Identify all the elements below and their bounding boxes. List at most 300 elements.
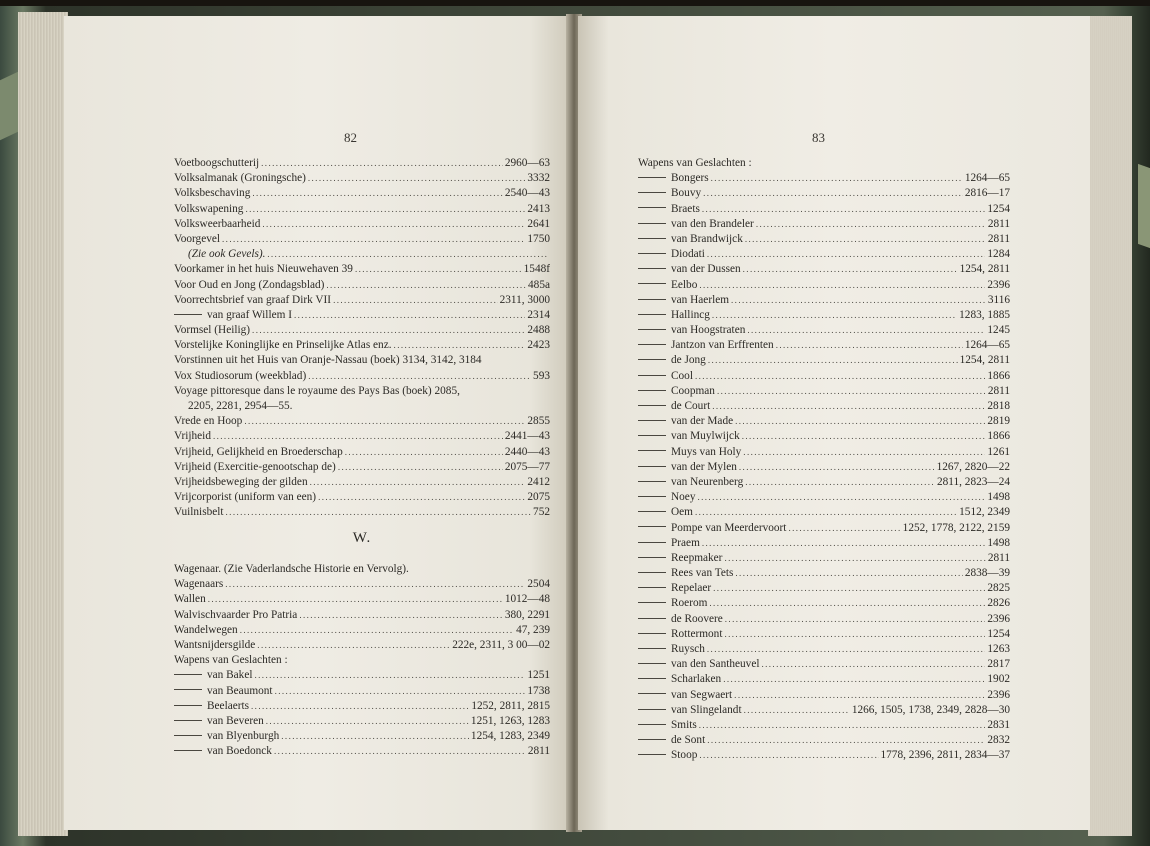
- leader-dots: [725, 612, 986, 627]
- leader-dots: [708, 353, 958, 368]
- entry-reference: 2811: [987, 551, 1010, 564]
- index-entry: [174, 353, 550, 368]
- entry-reference: 2817: [987, 658, 1010, 671]
- repeat-dash: [638, 466, 666, 467]
- entry-reference: 1284: [987, 248, 1010, 261]
- index-list-bottom: [174, 562, 550, 759]
- index-entry: [638, 171, 1010, 186]
- index-entry: [174, 714, 550, 729]
- entry-text: Eelbo: [671, 278, 698, 291]
- repeat-dash: [174, 705, 202, 706]
- entry-text: van Muylwijck: [671, 430, 740, 443]
- index-entry: [174, 460, 550, 475]
- index-entry: [174, 562, 550, 577]
- entry-reference: 1254: [987, 202, 1010, 215]
- leader-dots: [699, 278, 985, 293]
- entry-label: [638, 505, 693, 520]
- leader-dots: [257, 638, 450, 653]
- entry-text: Vrijheid: [174, 430, 211, 443]
- entry-reference: 2811, 2823—24: [936, 475, 1010, 488]
- entry-reference: 2540—43: [504, 187, 550, 200]
- cover-corner-right: [1138, 164, 1150, 248]
- leader-dots: [308, 369, 531, 384]
- index-entry: [638, 460, 1010, 475]
- leader-dots: [744, 703, 850, 718]
- entry-label: [174, 186, 250, 201]
- entry-reference: 2811: [987, 217, 1010, 230]
- entry-text: Bouvy: [671, 187, 702, 200]
- repeat-dash: [638, 329, 666, 330]
- entry-label: [638, 612, 723, 627]
- entry-label: [188, 247, 265, 262]
- entry-text: Smits: [671, 718, 697, 731]
- entry-text: Beelaerts: [207, 699, 250, 712]
- entry-reference: 1866: [987, 430, 1010, 443]
- entry-label: [174, 744, 272, 759]
- repeat-dash: [638, 724, 666, 725]
- index-entry: [174, 653, 550, 668]
- repeat-dash: [638, 420, 666, 421]
- index-entry: [174, 668, 550, 683]
- entry-label: [638, 384, 715, 399]
- cover-corner-left: [0, 72, 18, 140]
- entry-reference: 1245: [987, 324, 1010, 337]
- entry-label: [638, 657, 759, 672]
- page-number: 82: [344, 130, 357, 145]
- entry-text: Vrijheid, Gelijkheid en Broederschap: [174, 445, 343, 458]
- entry-text: Voorgevel: [174, 232, 221, 245]
- entry-label: [174, 429, 211, 444]
- index-entry: [638, 642, 1010, 657]
- entry-label: [174, 308, 292, 323]
- index-entry: [638, 262, 1010, 277]
- entry-reference: 2075: [527, 491, 550, 504]
- leader-dots: [244, 414, 525, 429]
- entry-reference: 485a: [528, 278, 550, 291]
- entry-reference: 1283, 1885: [959, 308, 1010, 321]
- index-entry: [638, 429, 1010, 444]
- entry-label: [174, 445, 343, 460]
- leader-dots: [355, 262, 522, 277]
- entry-text: Praem: [671, 536, 700, 549]
- index-entry: [638, 399, 1010, 414]
- entry-label: [638, 323, 745, 338]
- entry-text: van graaf Willem I: [207, 308, 292, 321]
- entry-reference: 1866: [987, 369, 1010, 382]
- entry-reference: 1267, 2820—22: [936, 460, 1010, 473]
- index-entry: [638, 353, 1010, 368]
- repeat-dash: [638, 375, 666, 376]
- leader-dots: [333, 293, 498, 308]
- entry-label: [174, 171, 306, 186]
- index-entry: [638, 521, 1010, 536]
- entry-reference: 2811: [987, 384, 1010, 397]
- entry-text: de Court: [671, 400, 711, 412]
- index-entry: [638, 338, 1010, 353]
- entry-text: Diodati: [671, 248, 705, 261]
- entry-label: [638, 703, 742, 718]
- entry-label: [638, 262, 741, 277]
- leader-dots: [743, 262, 958, 277]
- entry-reference: 2440—43: [504, 445, 550, 458]
- index-entry: [638, 688, 1010, 703]
- entry-reference: 1261: [987, 445, 1010, 458]
- leader-dots: [275, 684, 526, 699]
- entry-text: Volksweerbaarheid: [174, 217, 261, 230]
- index-entry: [174, 475, 550, 490]
- index-entry: [638, 217, 1010, 232]
- index-entry: [174, 186, 550, 201]
- index-entry: [174, 429, 550, 444]
- index-entry: [174, 608, 550, 623]
- index-entry: [174, 202, 550, 217]
- entry-label: [174, 353, 482, 368]
- entry-text: de Sont: [671, 734, 706, 747]
- entry-reference: 1264—65: [964, 172, 1010, 185]
- entry-text: de Jong: [671, 354, 706, 367]
- leader-dots: [745, 475, 935, 490]
- index-list-top: [174, 156, 550, 521]
- repeat-dash: [638, 344, 666, 345]
- leader-dots: [761, 657, 985, 672]
- entry-text: van der Dussen: [671, 263, 741, 276]
- entry-label: [174, 562, 409, 577]
- entry-reference: 2504: [527, 578, 550, 591]
- entry-label: [638, 399, 710, 414]
- repeat-dash: [638, 192, 666, 193]
- repeat-dash: [638, 526, 666, 527]
- index-entry: [174, 308, 550, 323]
- entry-text: (Zie ook Gevels).: [188, 248, 266, 261]
- entry-reference: 2075—77: [504, 460, 550, 473]
- entry-text: Vrijcorporist (uniform van een): [174, 491, 317, 504]
- repeat-dash: [638, 283, 666, 284]
- entry-text: van den Brandeler: [671, 217, 754, 230]
- index-entry: [638, 748, 1010, 763]
- entry-text: Wagenaars: [174, 578, 224, 591]
- entry-label: [638, 171, 709, 186]
- entry-label: [174, 460, 336, 475]
- repeat-dash: [638, 207, 666, 208]
- entry-text: Roerom: [671, 597, 708, 610]
- entry-text: Rees van Tets: [671, 567, 734, 580]
- entry-text: van Neurenberg: [671, 475, 744, 488]
- entry-label: [174, 414, 242, 429]
- leader-dots: [735, 414, 985, 429]
- entry-reference: 2488: [527, 324, 550, 337]
- leader-dots: [251, 699, 469, 714]
- leader-dots: [252, 323, 525, 338]
- left-page: [64, 16, 570, 830]
- entry-text: de Roovere: [671, 612, 723, 625]
- entry-reference: 1263: [987, 643, 1010, 655]
- entry-label: [174, 490, 316, 505]
- index-entry: [638, 202, 1010, 217]
- index-entry: [638, 536, 1010, 551]
- entry-text: Stoop: [671, 749, 698, 762]
- entry-label: [174, 608, 297, 623]
- entry-reference: 2413: [527, 202, 550, 215]
- entry-label: [638, 369, 693, 384]
- entry-text: Wapens van Geslachten :: [174, 654, 288, 667]
- index-entry: [174, 684, 550, 699]
- entry-text: Vorstelijke Koninglijke en Prinselijke Atlas enz.: [174, 339, 392, 352]
- entry-reference: 1548f: [523, 263, 550, 276]
- leader-dots: [695, 369, 985, 384]
- repeat-dash: [638, 557, 666, 558]
- index-entry: [174, 729, 550, 744]
- entry-reference: 2641: [527, 217, 550, 230]
- leader-dots: [712, 399, 985, 414]
- entry-reference: 2412: [527, 475, 550, 488]
- repeat-dash: [638, 496, 666, 497]
- entry-label: [174, 592, 206, 607]
- entry-label: [638, 429, 740, 444]
- entry-text: van Brandwijck: [671, 232, 743, 245]
- entry-reference: 2825: [987, 582, 1010, 595]
- repeat-dash: [638, 693, 666, 694]
- entry-reference: 1252, 2811, 2815: [471, 699, 550, 712]
- index-entry: [638, 308, 1010, 323]
- index-entry: [638, 323, 1010, 338]
- entry-reference: 222e, 2311, 3 00—02: [452, 638, 550, 651]
- index-entry: [638, 551, 1010, 566]
- entry-label: [638, 688, 732, 703]
- leader-dots: [756, 217, 986, 232]
- entry-reference: 1778, 2396, 2811, 2834—37: [880, 749, 1010, 762]
- entry-reference: 1251, 1263, 1283: [470, 714, 550, 727]
- leader-dots: [310, 475, 526, 490]
- entry-text: Noey: [671, 491, 696, 504]
- leader-dots: [734, 688, 985, 703]
- entry-text: Voyage pittoresque dans le royaume des Pays Bas (boek) 2085,: [174, 384, 460, 397]
- entry-label: [174, 475, 308, 490]
- leader-dots: [713, 581, 985, 596]
- leader-dots: [299, 608, 503, 623]
- leader-dots: [326, 278, 526, 293]
- entry-label: [638, 490, 695, 505]
- entry-reference: 2819: [987, 415, 1010, 428]
- index-entry: [638, 657, 1010, 672]
- repeat-dash: [638, 359, 666, 360]
- index-entry: [638, 596, 1010, 611]
- index-entry: [174, 369, 550, 384]
- leader-dots: [723, 672, 985, 687]
- entry-text: Volksbeschaving: [174, 187, 251, 200]
- entry-text: van Bakel: [207, 669, 253, 682]
- entry-reference: 1750: [527, 232, 550, 245]
- entry-text: Wandelwegen: [174, 623, 238, 636]
- index-entry: [638, 247, 1010, 262]
- entry-label: [638, 642, 705, 657]
- index-entry: [638, 505, 1010, 520]
- entry-label: [174, 714, 264, 729]
- entry-text: Pompe van Meerdervoort: [671, 521, 787, 534]
- entry-reference: 1251: [527, 669, 550, 682]
- entry-label: [174, 323, 250, 338]
- repeat-dash: [638, 177, 666, 178]
- index-entry: [638, 414, 1010, 429]
- entry-text: van Blyenburgh: [207, 730, 280, 743]
- entry-text: Wantsnijdersgilde: [174, 638, 256, 651]
- entry-reference: 1254, 2811: [959, 354, 1010, 367]
- leader-dots: [707, 733, 985, 748]
- entry-text: Braets: [671, 202, 700, 215]
- section-letter: W.: [352, 530, 372, 546]
- leader-dots: [712, 308, 957, 323]
- entry-reference: 1902: [987, 673, 1010, 686]
- entry-label: [638, 414, 733, 429]
- entry-reference: 1012—48: [504, 593, 550, 606]
- entry-label: [638, 232, 743, 247]
- entry-reference: 1254, 2811: [959, 263, 1010, 276]
- entry-reference: 2314: [527, 308, 550, 321]
- entry-reference: 2855: [527, 415, 550, 428]
- entry-text: Bongers: [671, 172, 709, 185]
- entry-reference: 1254, 1283, 2349: [470, 730, 550, 743]
- index-entry: [638, 186, 1010, 201]
- entry-label: [174, 668, 253, 683]
- page-edges-right: [1088, 16, 1132, 836]
- entry-label: [638, 672, 721, 687]
- index-entry: [174, 384, 550, 399]
- index-entry: [174, 156, 550, 171]
- entry-text: van Beaumont: [207, 684, 273, 697]
- leader-dots: [208, 592, 503, 607]
- index-entry: [638, 566, 1010, 581]
- entry-reference: 2832: [987, 734, 1010, 747]
- entry-text: Voetboogschutterij: [174, 157, 260, 169]
- index-entry: [174, 505, 550, 520]
- leader-dots: [788, 521, 900, 536]
- entry-label: [174, 156, 259, 171]
- repeat-dash: [638, 678, 666, 679]
- index-entry: [174, 278, 550, 293]
- entry-reference: 2960—63: [504, 157, 550, 169]
- entry-label: [174, 293, 331, 308]
- repeat-dash: [638, 314, 666, 315]
- entry-reference: 1264—65: [964, 339, 1010, 352]
- leader-dots: [702, 536, 986, 551]
- entry-text: Wallen: [174, 593, 206, 606]
- entry-label: [174, 232, 220, 247]
- entry-label: [174, 577, 223, 592]
- entry-label: [638, 445, 741, 460]
- index-entry: [638, 232, 1010, 247]
- index-entry: [174, 323, 550, 338]
- entry-label: [638, 338, 774, 353]
- entry-label: [174, 278, 324, 293]
- entry-reference: 2826: [987, 597, 1010, 610]
- repeat-dash: [638, 435, 666, 436]
- entry-text: Reepmaker: [671, 551, 723, 564]
- repeat-dash: [638, 542, 666, 543]
- entry-reference: 2811: [527, 745, 550, 758]
- entry-text: Vrede en Hoop: [174, 415, 243, 428]
- entry-label: [174, 262, 353, 277]
- leader-dots: [222, 232, 525, 247]
- entry-label: [174, 653, 288, 668]
- entry-reference: 380, 2291: [504, 608, 550, 621]
- entry-text: van Beveren: [207, 714, 264, 727]
- entry-label: [638, 596, 707, 611]
- entry-label: [638, 475, 743, 490]
- entry-text: Vrijheid (Exercitie-genootschap de): [174, 460, 336, 473]
- entry-label: [188, 399, 293, 414]
- index-entry: [638, 672, 1010, 687]
- repeat-dash: [638, 663, 666, 664]
- entry-label: [638, 627, 722, 642]
- entry-reference: 1266, 1505, 1738, 2349, 2828—30: [851, 703, 1010, 716]
- index-entry: [174, 638, 550, 653]
- entry-text: Scharlaken: [671, 673, 722, 686]
- repeat-dash: [638, 754, 666, 755]
- leader-dots: [702, 202, 986, 217]
- entry-reference: 752: [533, 506, 550, 519]
- repeat-dash: [174, 750, 202, 751]
- entry-reference: 47, 239: [516, 623, 550, 636]
- index-entry: [174, 490, 550, 505]
- index-entry: [174, 414, 550, 429]
- leader-dots: [252, 186, 502, 201]
- index-entry: [638, 156, 1010, 171]
- leader-dots: [213, 429, 503, 444]
- index-entry: [174, 699, 550, 714]
- leader-dots: [267, 247, 548, 262]
- entry-reference: 2311, 3000: [499, 293, 550, 306]
- entry-label: [638, 718, 697, 733]
- leader-dots: [261, 156, 503, 171]
- repeat-dash: [174, 689, 202, 690]
- entry-text: van Segwaert: [671, 688, 733, 701]
- leader-dots: [294, 308, 525, 323]
- leader-dots: [318, 490, 525, 505]
- index-entry: [638, 293, 1010, 308]
- repeat-dash: [174, 314, 202, 315]
- repeat-dash: [638, 238, 666, 239]
- leader-dots: [699, 748, 878, 763]
- leader-dots: [274, 744, 526, 759]
- repeat-dash: [638, 618, 666, 619]
- leader-dots: [338, 460, 503, 475]
- leader-dots: [266, 714, 469, 729]
- entry-label: [638, 748, 697, 763]
- entry-text: Voor Oud en Jong (Zondagsblad): [174, 278, 325, 291]
- entry-text: Repelaer: [671, 582, 712, 595]
- entry-text: van Haerlem: [671, 293, 730, 306]
- index-entry: [174, 577, 550, 592]
- entry-reference: 2396: [987, 278, 1010, 291]
- entry-text: Ruysch: [671, 643, 705, 655]
- repeat-dash: [174, 720, 202, 721]
- entry-reference: 2831: [987, 718, 1010, 731]
- index-entry: [638, 278, 1010, 293]
- entry-text: Rottermont: [671, 627, 723, 640]
- leader-dots: [695, 505, 957, 520]
- entry-reference: 1512, 2349: [959, 506, 1010, 519]
- entry-text: Cool: [671, 369, 693, 382]
- leader-dots: [240, 623, 514, 638]
- entry-text: Voorrechtsbrief van graaf Dirk VII: [174, 293, 332, 306]
- leader-dots: [724, 627, 985, 642]
- entry-reference: 1738: [527, 684, 550, 697]
- entry-text: Walvischvaarder Pro Patria: [174, 608, 298, 621]
- entry-reference: 1254: [987, 627, 1010, 640]
- repeat-dash: [638, 633, 666, 634]
- entry-text: van der Mylen: [671, 460, 737, 473]
- entry-reference: 3116: [987, 293, 1010, 306]
- entry-reference: 2441—43: [504, 430, 550, 443]
